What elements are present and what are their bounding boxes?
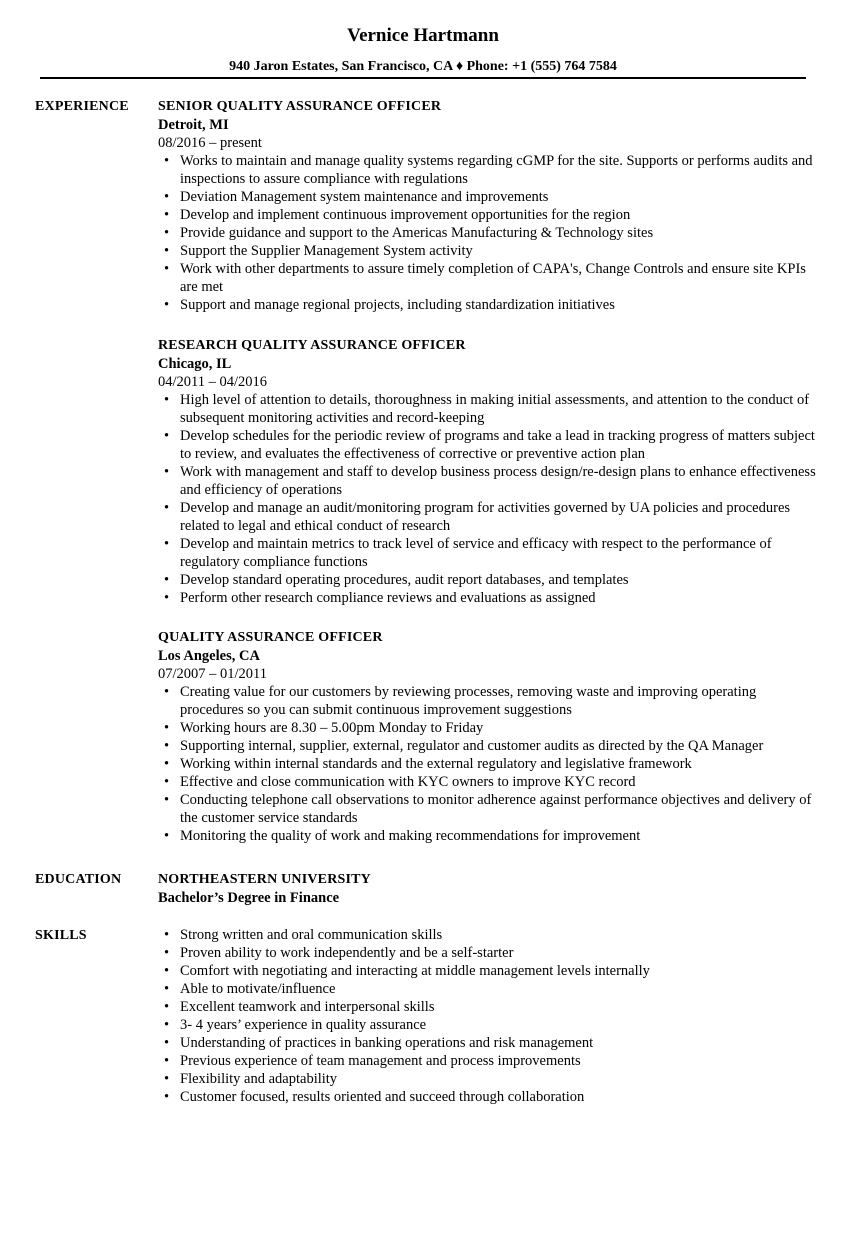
job-dates: 04/2011 – 04/2016 (158, 374, 268, 390)
list-item: • Monitoring the quality of work and making recommendations for improvement (158, 827, 818, 845)
job-entry (158, 337, 818, 607)
list-item: • Previous experience of team management and process improvements (158, 1052, 818, 1070)
list-item: • Conducting telephone call observations to monitor adherence against performance objectives and delivery of the customer service standards (158, 791, 818, 827)
list-item: • Work with other departments to assure timely completion of CAPA's, Change Controls and ensure site KPIs are met (158, 260, 818, 296)
list-item: • Develop standard operating procedures, audit report databases, and templates (158, 571, 818, 589)
list-item: • Works to maintain and manage quality systems regarding cGMP for the site. Supports or performs audits and inspections to assure compliance with regulations (158, 152, 818, 188)
list-item: • Perform other research compliance reviews and evaluations as assigned (158, 589, 818, 607)
skills-section-label: SKILLS (35, 928, 87, 943)
skills-list (158, 926, 818, 1106)
list-item: • Support the Supplier Management System activity (158, 242, 818, 260)
job-entry (158, 629, 818, 845)
list-item: • Develop and manage an audit/monitoring program for activities governed by UA policies and procedures related to legal and ethical conduct of research (158, 499, 818, 535)
list-item: • Comfort with negotiating and interacting at middle management levels internally (158, 962, 818, 980)
experience-section-label: EXPERIENCE (35, 99, 129, 114)
school-name: NORTHEASTERN UNIVERSITY (158, 872, 371, 887)
education-entry (158, 871, 818, 907)
job-duties-list (158, 683, 818, 845)
list-item: • Develop and implement continuous improvement opportunities for the region (158, 206, 818, 224)
list-item: • Develop and maintain metrics to track level of service and efficacy with respect to the performance of regulatory compliance functions (158, 535, 818, 571)
list-item: • Working hours are 8.30 – 5.00pm Monday to Friday (158, 719, 818, 737)
job-location: Chicago, IL (158, 356, 232, 372)
list-item: • Deviation Management system maintenance and improvements (158, 188, 818, 206)
list-item: • 3- 4 years’ experience in quality assurance (158, 1016, 818, 1034)
list-item: • Understanding of practices in banking operations and risk management (158, 1034, 818, 1052)
list-item: • Creating value for our customers by reviewing processes, removing waste and improving operating procedures so you can submit continuous improvement suggestions (158, 683, 818, 719)
job-title: QUALITY ASSURANCE OFFICER (158, 630, 383, 645)
list-item: • Working within internal standards and the external regulatory and legislative framework (158, 755, 818, 773)
contact-line: 940 Jaron Estates, San Francisco, CA ♦ Phone: +1 (555) 764 7584 (229, 59, 617, 74)
job-entry (158, 98, 818, 314)
degree: Bachelor’s Degree in Finance (158, 890, 340, 906)
job-title: SENIOR QUALITY ASSURANCE OFFICER (158, 99, 442, 114)
list-item: • Excellent teamwork and interpersonal skills (158, 998, 818, 1016)
list-item: • Supporting internal, supplier, external, regulator and customer audits as directed by the QA Manager (158, 737, 818, 755)
job-location: Detroit, MI (158, 117, 229, 133)
list-item: • Support and manage regional projects, including standardization initiatives (158, 296, 818, 314)
job-title: RESEARCH QUALITY ASSURANCE OFFICER (158, 338, 466, 353)
skills-entry (158, 926, 818, 1106)
list-item: • Strong written and oral communication skills (158, 926, 818, 944)
list-item: • Develop schedules for the periodic review of programs and take a lead in tracking progress of matters subject to review, and evaluates the effectiveness of corrective or preventive action plan (158, 427, 818, 463)
list-item: • Flexibility and adaptability (158, 1070, 818, 1088)
header-divider (40, 77, 806, 79)
job-duties-list (158, 152, 818, 314)
job-dates: 07/2007 – 01/2011 (158, 666, 268, 682)
list-item: • Work with management and staff to develop business process design/re-design plans to enhance effectiveness and efficiency of operations (158, 463, 818, 499)
education-section-label: EDUCATION (35, 872, 122, 887)
job-location: Los Angeles, CA (158, 648, 260, 664)
list-item: • Effective and close communication with KYC owners to improve KYC record (158, 773, 818, 791)
list-item: • High level of attention to details, thoroughness in making initial assessments, and attention to the conduct of subsequent monitoring activities and record-keeping (158, 391, 818, 427)
job-duties-list (158, 391, 818, 607)
job-dates: 08/2016 – present (158, 135, 262, 151)
list-item: • Able to motivate/influence (158, 980, 818, 998)
list-item: • Customer focused, results oriented and succeed through collaboration (158, 1088, 818, 1106)
list-item: • Proven ability to work independently and be a self-starter (158, 944, 818, 962)
candidate-name: Vernice Hartmann (347, 25, 499, 46)
list-item: • Provide guidance and support to the Americas Manufacturing & Technology sites (158, 224, 818, 242)
